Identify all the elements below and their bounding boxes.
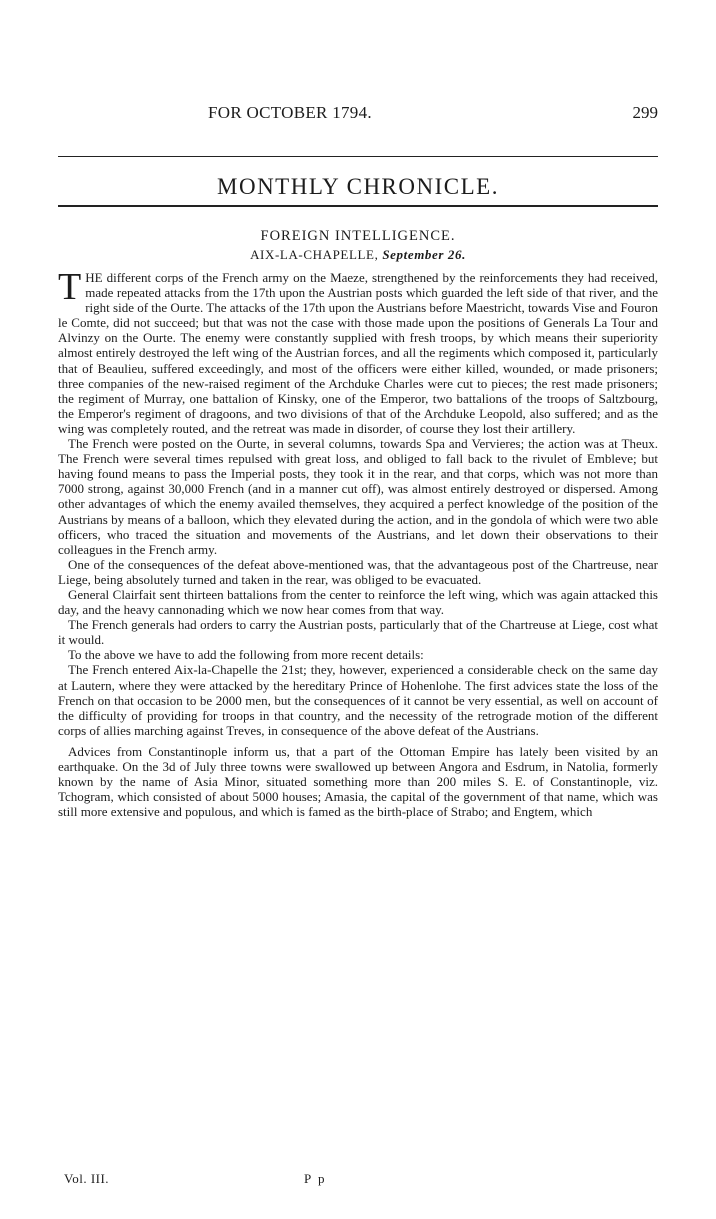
- paragraph: [58, 266, 658, 436]
- paragraph: One of the consequences of the defeat above-mentioned was, that the advantageous post of the Chartreuse, near Liege, being absolutely turned and taken in the rear, was obliged to be evacuated.: [58, 556, 658, 587]
- running-head-title: FOR OCTOBER 1794.: [208, 103, 372, 122]
- paragraph: The French generals had orders to carry the Austrian posts, particularly that of the Chartreuse at Liege, cost what it would.: [58, 617, 658, 648]
- section-title: MONTHLY CHRONICLE.: [217, 174, 499, 199]
- paragraph: The French were posted on the Ourte, in several columns, towards Spa and Vervieres; the action was at Theux. The French were several times repulsed with great loss, and obliged to fall back to the rivulet of Embleve; but having found means to pass the Imperial posts, they took it in the rear, and that corps, which was not more than 7000 strong, against 30,000 French (and in a manner cut off), was almost entirely destroyed or dispersed. Among other advantages of which the enemy availed themselves, they acquired a perfect knowledge of the position of the Austrians by means of a balloon, which they elevated during the action, and in the gondola of which were two able officers, who traced the situation and movements of the Austrians, and let down their observations to their colleagues in the French army.: [58, 436, 658, 557]
- signature-mark: P p: [304, 1171, 327, 1186]
- dateline-place: AIX-LA-CHAPELLE,: [250, 247, 379, 262]
- paragraph: Advices from Constantinople inform us, that a part of the Ottoman Empire has lately been visited by an earthquake. On the 3d of July three towns were swallowed up between Angora and Esdrum, in Natolia, formerly known by the name of Asia Minor, situated something more than 200 miles S. E. of Constantinople, viz. Tchogram, which consisted of about 5000 houses; Amasia, the capital of the government of that name, which was still more extensive and populous, and which is famed as the birth-place of Strabo; and Engtem, which: [58, 743, 658, 820]
- dateline-date: September 26.: [382, 247, 466, 262]
- page-footer: [58, 1171, 658, 1187]
- paragraph-text: HE different corps of the French army on the Maeze, strengthened by the reinforcements they had received, made repeated attacks from the 17th upon the Austrian posts which guarded the left side of that river, and the right side of the Ourte. The attacks of the 17th upon the Austrians before Maestricht, towards Vise and Fouron le Comte, did not succeed; but that was not the case with those made upon the positions of Generals La Tour and Alvinzy on the Ourte. The enemy were constantly supplied with fresh troops, by which means their superiority almost entirely destroyed the left wing of the Austrian forces, and all the regiments which composed it, particularly that of Beaulieu, suffered exceedingly, and most of the officers were either killed, wounded, or made prisoners; three companies of the new-raised regiment of the Archduke Charles were cut to pieces; the rest made prisoners; the regiment of Murray, one battalion of Kinsky, one of the Emperor, two battalions of the troops of Saltzbourg, the Emperor's regiment of dragoons, and two divisions of that of the Archduke Leopold, also suffered; and as the wing was completely routed, and the retreat was made in disorder, of course they lost their artillery.: [58, 270, 658, 436]
- page-number: 299: [632, 103, 658, 122]
- volume-label: Vol. III.: [64, 1171, 110, 1186]
- subsection-title: FOREIGN INTELLIGENCE.: [260, 228, 456, 244]
- book-page: [58, 0, 658, 1219]
- article-body: [58, 266, 658, 820]
- running-head: [58, 103, 658, 125]
- paragraph: To the above we have to add the following from more recent details:: [68, 647, 424, 663]
- paragraph: General Clairfait sent thirteen battalions from the center to reinforce the left wing, which was again attacked this day, and the heavy cannonading which we now hear comes from that way.: [58, 586, 658, 618]
- drop-cap: T: [58, 266, 82, 308]
- section-rule: [58, 205, 658, 207]
- header-rule: [58, 156, 658, 157]
- dateline: [58, 247, 658, 263]
- paragraph: The French entered Aix-la-Chapelle the 21st; they, however, experienced a considerable check on the same day at Lautern, where they were attacked by the hereditary Prince of Hohenlohe. The first advices state the loss of the French on that occasion to be 2000 men, but the consequences of it cannot be very essential, as well on account of the difficulty of providing for troops in that country, and the necessity of the retrograde motion of the different corps of allies marching against Treves, in consequence of the above defeat of the Austrians.: [58, 662, 658, 738]
